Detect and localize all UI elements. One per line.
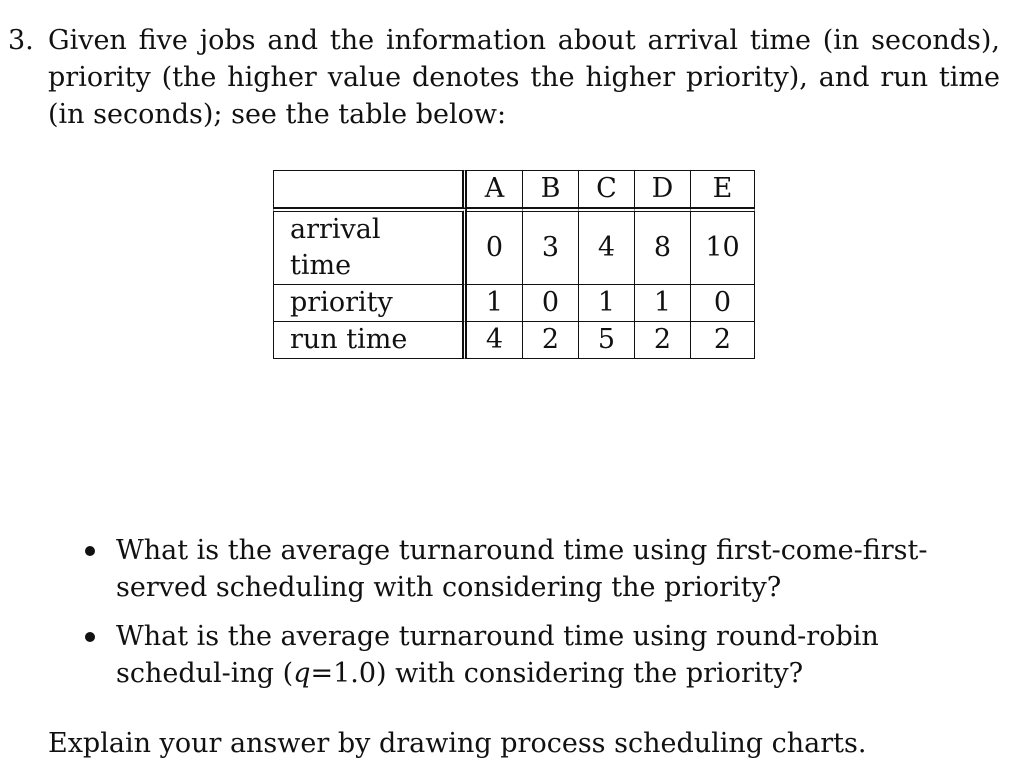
table-cell: 1: [467, 285, 523, 322]
row-label: run time: [273, 322, 467, 359]
problem-statement: [8, 22, 1008, 133]
table-cell: 4: [579, 208, 635, 285]
table-cell: 0: [523, 285, 579, 322]
table-row: [273, 322, 755, 359]
table-header-cell: D: [635, 170, 691, 208]
footer-instruction: Explain your answer by drawing process scheduling charts.: [48, 728, 867, 759]
question-item: [80, 532, 1000, 606]
table-cell: 8: [635, 208, 691, 285]
table-header-cell: E: [691, 170, 755, 208]
table-header-cell: B: [523, 170, 579, 208]
table-cell: 0: [467, 208, 523, 285]
table-cell: 3: [523, 208, 579, 285]
row-label: priority: [273, 285, 467, 322]
table-header-cell: C: [579, 170, 635, 208]
table-row: [273, 285, 755, 322]
bullet-icon: [85, 632, 95, 642]
table-cell: 0: [691, 285, 755, 322]
quantum-variable: q: [293, 658, 311, 689]
table-cell: 2: [523, 322, 579, 359]
table-cell: 5: [579, 322, 635, 359]
table-cell: 1: [635, 285, 691, 322]
question-text-after: =1.0) with considering the priority?: [310, 658, 804, 689]
problem-text: Given five jobs and the information about arrival time (in seconds), priority (the higher value denotes the higher priority), and run time (in seconds); see the table below:: [48, 25, 1000, 130]
table-cell: 2: [635, 322, 691, 359]
table-cell: 4: [467, 322, 523, 359]
table-cell: 2: [691, 322, 755, 359]
table-cell: 1: [579, 285, 635, 322]
table-row: [273, 208, 755, 285]
question-text-before: What is the average turnaround time using round-robin schedul-ing (: [116, 621, 879, 689]
jobs-table: [273, 170, 755, 359]
problem-number: 3.: [8, 25, 34, 56]
table-header-cell: A: [467, 170, 523, 208]
question-list: [80, 532, 1000, 704]
question-item: [80, 618, 1000, 692]
table-header-row: [273, 170, 755, 208]
table-header-cell: [273, 170, 467, 208]
bullet-icon: [85, 546, 95, 556]
table-cell: 10: [691, 208, 755, 285]
row-label: arrival time: [273, 208, 467, 285]
question-text: What is the average turnaround time using first-come-first-served scheduling with considering the priority?: [116, 535, 928, 603]
